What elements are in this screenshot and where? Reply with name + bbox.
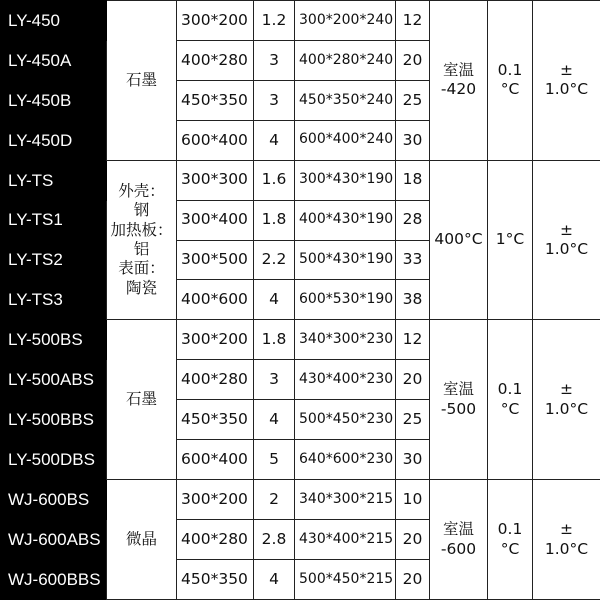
temp-range-cell: 室温 -500: [430, 320, 488, 480]
size-cell: 300*500: [177, 240, 254, 280]
weight-cell: 20: [396, 559, 430, 599]
outer-size-cell: 340*300*230: [295, 320, 396, 360]
weight-cell: 20: [396, 519, 430, 559]
power-cell: 3: [254, 80, 295, 120]
size-cell: 400*600: [177, 280, 254, 320]
size-cell: 600*400: [177, 440, 254, 480]
weight-cell: 10: [396, 480, 430, 520]
model-cell: LY-450A: [1, 40, 107, 80]
uniformity-cell: ± 1.0°C: [533, 320, 600, 480]
power-cell: 5: [254, 440, 295, 480]
power-cell: 2.2: [254, 240, 295, 280]
model-cell: WJ-600BBS: [1, 559, 107, 599]
power-cell: 1.8: [254, 320, 295, 360]
accuracy-cell: 0.1 °C: [488, 480, 533, 600]
size-cell: 300*300: [177, 160, 254, 200]
weight-cell: 33: [396, 240, 430, 280]
temp-range-cell: 400°C: [430, 160, 488, 320]
model-cell: LY-450B: [1, 80, 107, 120]
power-cell: 1.8: [254, 200, 295, 240]
model-cell: LY-TS2: [1, 240, 107, 280]
accuracy-cell: 0.1 °C: [488, 1, 533, 161]
size-cell: 400*280: [177, 519, 254, 559]
outer-size-cell: 500*450*230: [295, 400, 396, 440]
outer-size-cell: 600*530*190: [295, 280, 396, 320]
model-cell: LY-500ABS: [1, 360, 107, 400]
outer-size-cell: 500*450*215: [295, 559, 396, 599]
weight-cell: 28: [396, 200, 430, 240]
temp-range-cell: 室温 -420: [430, 1, 488, 161]
model-cell: LY-450: [1, 1, 107, 41]
size-cell: 450*350: [177, 80, 254, 120]
size-cell: 400*280: [177, 40, 254, 80]
accuracy-cell: 1°C: [488, 160, 533, 320]
model-cell: WJ-600ABS: [1, 519, 107, 559]
material-cell: 石墨: [107, 320, 177, 480]
weight-cell: 20: [396, 40, 430, 80]
size-cell: 300*200: [177, 320, 254, 360]
model-cell: LY-450D: [1, 120, 107, 160]
power-cell: 3: [254, 360, 295, 400]
model-cell: LY-TS: [1, 160, 107, 200]
power-cell: 2: [254, 480, 295, 520]
power-cell: 1.6: [254, 160, 295, 200]
material-cell: 石墨: [107, 1, 177, 161]
power-cell: 2.8: [254, 519, 295, 559]
weight-cell: 25: [396, 80, 430, 120]
outer-size-cell: 300*200*240: [295, 1, 396, 41]
weight-cell: 12: [396, 320, 430, 360]
model-cell: LY-500BS: [1, 320, 107, 360]
model-cell: LY-500BBS: [1, 400, 107, 440]
size-cell: 450*350: [177, 559, 254, 599]
power-cell: 4: [254, 559, 295, 599]
material-cell: 外壳： 钢 加热板： 铝 表面： 陶瓷: [107, 160, 177, 320]
uniformity-cell: ± 1.0°C: [533, 480, 600, 600]
size-cell: 300*200: [177, 1, 254, 41]
size-cell: 300*400: [177, 200, 254, 240]
weight-cell: 25: [396, 400, 430, 440]
power-cell: 4: [254, 120, 295, 160]
outer-size-cell: 450*350*240: [295, 80, 396, 120]
model-cell: LY-500DBS: [1, 440, 107, 480]
outer-size-cell: 600*400*240: [295, 120, 396, 160]
table-row: [1, 1, 600, 41]
weight-cell: 30: [396, 120, 430, 160]
outer-size-cell: 430*400*215: [295, 519, 396, 559]
power-cell: 4: [254, 280, 295, 320]
table-row: [1, 160, 600, 200]
size-cell: 300*200: [177, 480, 254, 520]
table-row: [1, 320, 600, 360]
model-cell: LY-TS3: [1, 280, 107, 320]
accuracy-cell: 0.1 °C: [488, 320, 533, 480]
model-cell: LY-TS1: [1, 200, 107, 240]
weight-cell: 38: [396, 280, 430, 320]
power-cell: 1.2: [254, 1, 295, 41]
outer-size-cell: 400*430*190: [295, 200, 396, 240]
uniformity-cell: ± 1.0°C: [533, 160, 600, 320]
outer-size-cell: 500*430*190: [295, 240, 396, 280]
material-cell: 微晶: [107, 480, 177, 600]
uniformity-cell: ± 1.0°C: [533, 1, 600, 161]
power-cell: 3: [254, 40, 295, 80]
size-cell: 400*280: [177, 360, 254, 400]
outer-size-cell: 430*400*230: [295, 360, 396, 400]
weight-cell: 30: [396, 440, 430, 480]
size-cell: 450*350: [177, 400, 254, 440]
model-cell: WJ-600BS: [1, 480, 107, 520]
size-cell: 600*400: [177, 120, 254, 160]
weight-cell: 12: [396, 1, 430, 41]
table-row: [1, 480, 600, 520]
power-cell: 4: [254, 400, 295, 440]
weight-cell: 18: [396, 160, 430, 200]
weight-cell: 20: [396, 360, 430, 400]
outer-size-cell: 640*600*230: [295, 440, 396, 480]
outer-size-cell: 300*430*190: [295, 160, 396, 200]
outer-size-cell: 400*280*240: [295, 40, 396, 80]
outer-size-cell: 340*300*215: [295, 480, 396, 520]
temp-range-cell: 室温 -600: [430, 480, 488, 600]
